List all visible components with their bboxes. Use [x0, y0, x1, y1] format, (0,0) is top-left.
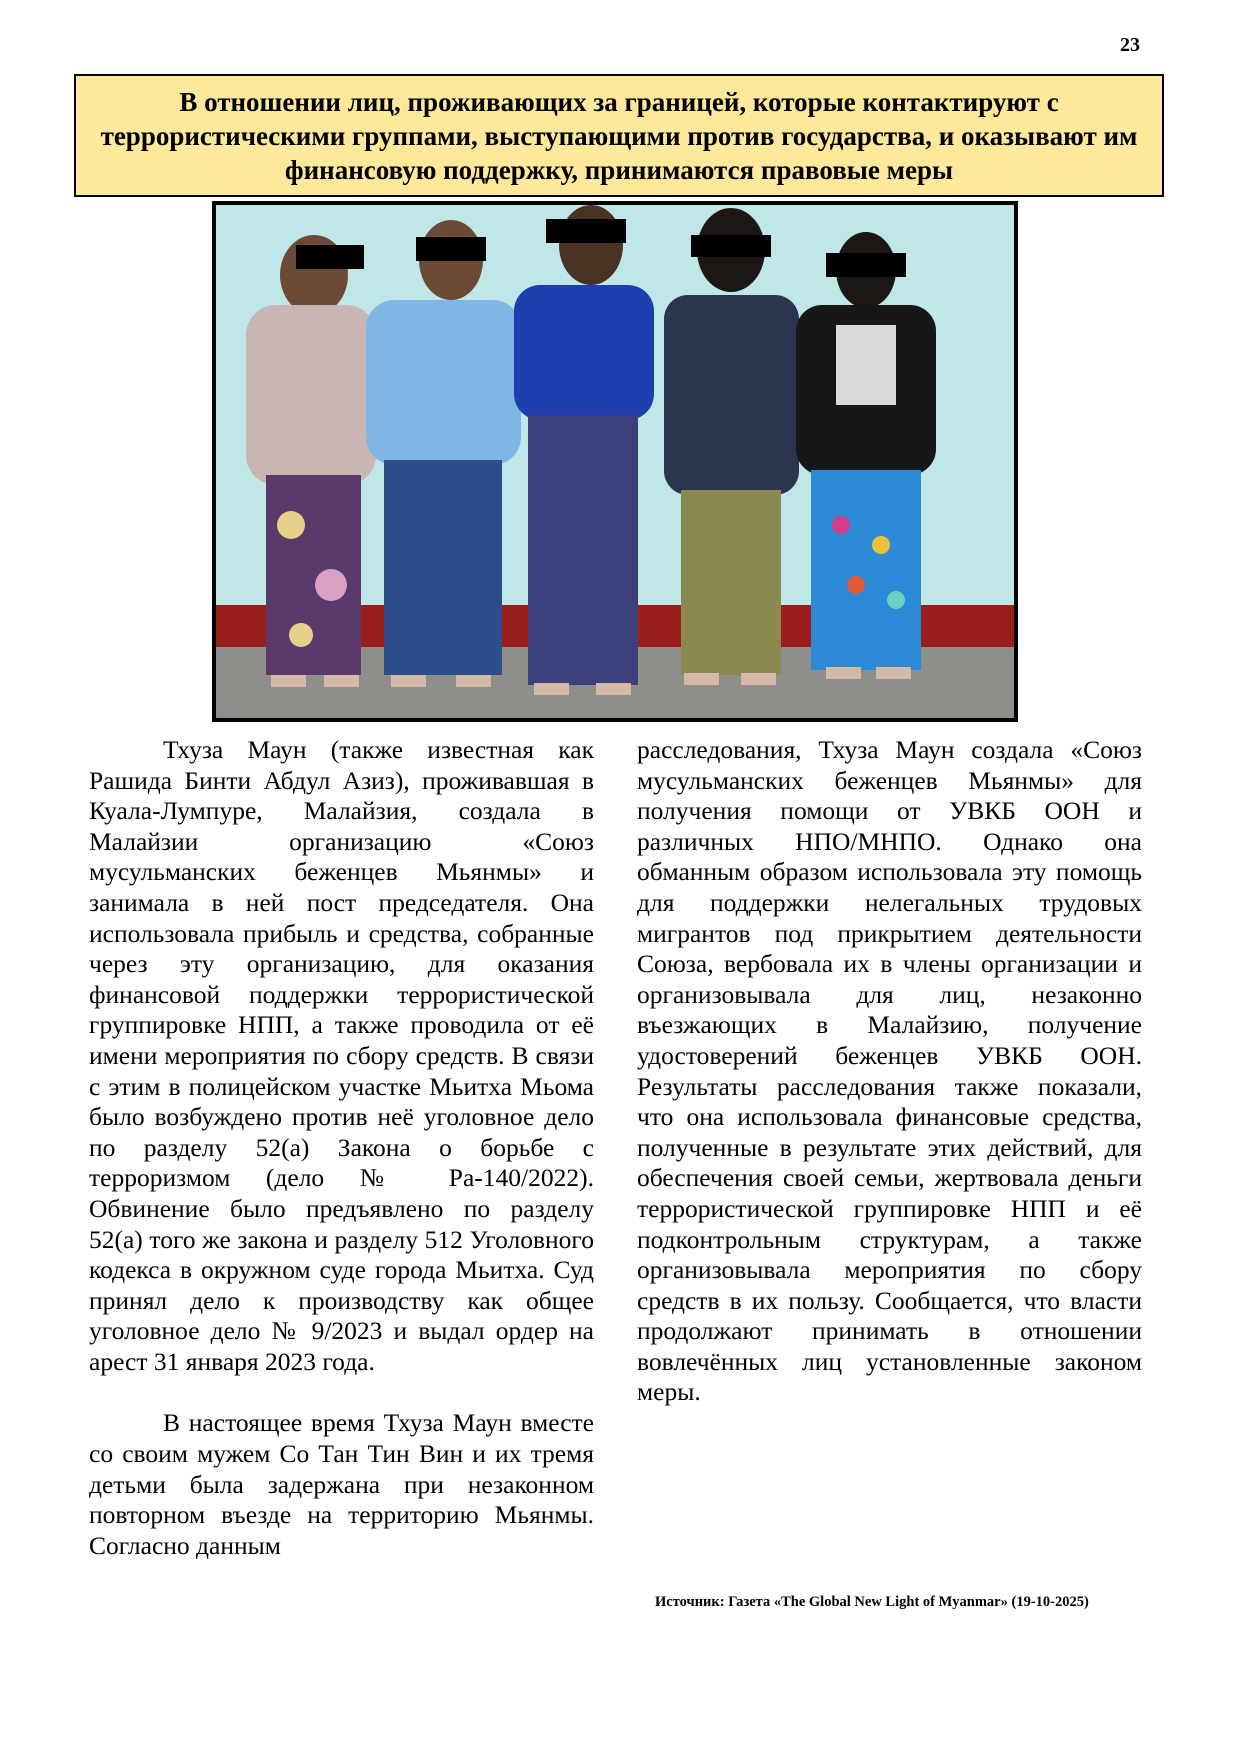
page-number: 23: [1120, 34, 1140, 56]
article-column-left: [89, 735, 594, 1561]
headline-box: [74, 74, 1164, 197]
group-photo: [212, 201, 1018, 722]
article-paragraph-1: Тхуза Маун (также известная как Рашида Бинти Абдул Азиз), проживавшая в Куала-Лумпуре, Малайзия, создала в Малайзии организацию «Союз мусульманских беженцев Мьянмы» и занимала в ней пост председателя. Она использовала прибыль и средства, собранные через эту организацию, для оказания финансовой поддержки террористической группировке НПП, а также проводила от её имени мероприятия по сбору средств. В связи с этим в полицейском участке Мьитха Мьома было возбуждено против неё уголовное дело по разделу 52(а) Закона о борьбе с терроризмом (дело № Ра-140/2022). Обвинение было предъявлено по разделу 52(а) того же закона и разделу 512 Уголовного кодекса в окружном суде города Мьитха. Суд принял дело к производству как общее уголовное дело № 9/2023 и выдал ордер на арест 31 января 2023 года.: [89, 735, 594, 1376]
source-citation: Источник: Газета «The Global New Light of Myanmar» (19-10-2025): [655, 1594, 1089, 1610]
article-paragraph-2: В настоящее время Тхуза Маун вместе со своим мужем Со Тан Тин Вин и их тремя детьми была задержана при незаконном повторном въезде на территорию Мьянмы. Согласно данным: [89, 1408, 594, 1560]
headline-text: В отношении лиц, проживающих за границей, которые контактируют с террористическими группами, выступающими против государства, и оказывают им финансовую поддержку, принимаются правовые меры: [100, 86, 1138, 185]
group-photo-icon: [216, 205, 1014, 718]
article-paragraph-3: расследования, Тхуза Маун создала «Союз мусульманских беженцев Мьянмы» для получения помощи от УВКБ ООН и различных НПО/МНПО. Однако она обманным образом использовала эту помощь для поддержки нелегальных трудовых мигрантов под прикрытием деятельности Союза, вербовала их в члены организации и организовывала для лиц, незаконно въезжающих в Малайзию, получение удостоверений беженцев УВКБ ООН. Результаты расследования также показали, что она использовала финансовые средства, полученные в результате этих действий, для обеспечения своей семьи, жертвовала деньги террористической группировке НПП и её подконтрольным структурам, а также организовывала мероприятия по сбору средств в их пользу. Сообщается, что власти продолжают принимать в отношении вовлечённых лиц установленные законом меры.: [637, 735, 1142, 1407]
article-column-right: [637, 735, 1142, 1408]
